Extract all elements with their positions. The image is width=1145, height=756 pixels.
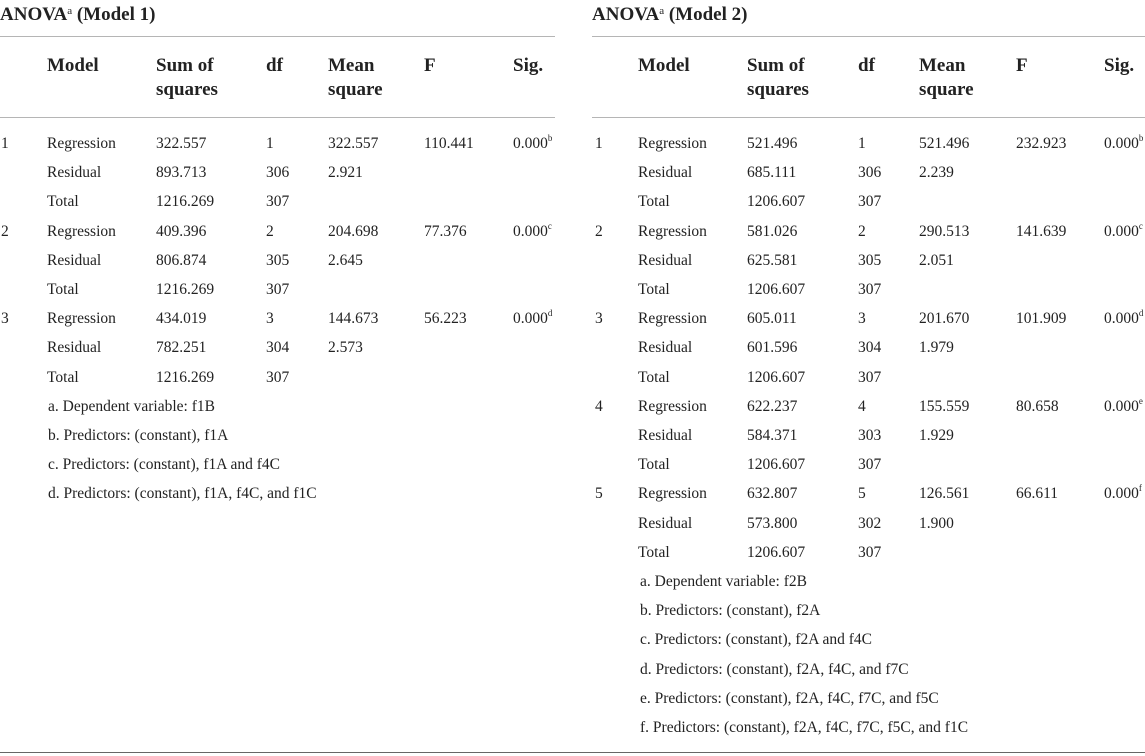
- header-sig: Sig.: [1104, 55, 1135, 76]
- df-cell: 307: [858, 368, 882, 386]
- mean-square-cell: 155.559: [919, 397, 970, 415]
- source-cell: Total: [638, 456, 670, 474]
- table-row: [592, 425, 1145, 454]
- sum-of-squares-cell: 322.557: [156, 135, 207, 152]
- sig-cell: 0.000e: [1104, 395, 1143, 415]
- source-cell: Total: [47, 193, 79, 211]
- source-cell: Regression: [638, 485, 707, 503]
- f-cell: 101.909: [1016, 310, 1067, 328]
- source-cell: Residual: [47, 339, 102, 357]
- table-row: [592, 250, 1145, 279]
- header-sig: Sig.: [513, 55, 544, 76]
- footnotes: [640, 571, 968, 746]
- df-cell: 304: [266, 339, 290, 357]
- sum-of-squares-cell: 622.237: [747, 397, 798, 415]
- mean-square-cell: 1.979: [919, 339, 954, 357]
- mean-square-cell: 1.929: [919, 427, 954, 444]
- df-cell: 4: [858, 397, 866, 415]
- df-cell: 307: [266, 281, 290, 298]
- top-rule: [592, 36, 1145, 37]
- footnote: f. Predictors: (constant), f2A, f4C, f7C, f5C, and f1C: [640, 718, 969, 736]
- df-cell: 305: [858, 251, 882, 269]
- mean-square-cell: 2.239: [919, 164, 954, 182]
- df-cell: 307: [858, 281, 882, 298]
- header-sum-of-squares: Sum of squares: [747, 55, 809, 100]
- sig-cell: 0.000$^c$: [1104, 220, 1143, 240]
- title-suffix: (Model 1): [72, 4, 156, 25]
- model-number-cell: 2: [595, 222, 603, 240]
- source-cell: Residual: [638, 339, 693, 357]
- footnote: c. Predictors: (constant), f1A and f4C: [48, 456, 281, 474]
- sum-of-squares-cell: 601.596: [747, 339, 798, 357]
- footnotes: [48, 396, 317, 513]
- f-cell: 66.611: [1016, 485, 1059, 503]
- footnote-marker: b: [1138, 133, 1144, 143]
- source-cell: Residual: [47, 251, 102, 269]
- df-cell: 1: [858, 135, 866, 152]
- table-title: [592, 0, 747, 26]
- source-cell: Residual: [638, 514, 693, 532]
- sum-of-squares-cell: 581.026: [747, 222, 798, 240]
- table-row: [0, 250, 555, 279]
- sum-of-squares-cell: 806.874: [156, 251, 207, 269]
- source-cell: Total: [638, 193, 670, 211]
- mean-square-cell: 2.645: [328, 251, 363, 269]
- header-rule: [0, 117, 555, 118]
- mean-square-cell: 2.921: [328, 164, 363, 182]
- df-cell: 306: [858, 164, 882, 182]
- f-cell: 77.376: [424, 222, 467, 240]
- df-cell: 3: [858, 310, 866, 328]
- header-f: F: [1016, 55, 1028, 76]
- table-row: [0, 133, 555, 162]
- source-cell: Total: [638, 543, 670, 561]
- header-rule: [592, 117, 1145, 118]
- df-cell: 307: [266, 193, 290, 211]
- table-row: [592, 279, 1145, 308]
- footnote: e. Predictors: (constant), f2A, f4C, f7C, and f5C: [640, 689, 939, 707]
- sig-cell: 0.000$^c$: [513, 220, 552, 240]
- table-title: [0, 0, 155, 26]
- source-cell: Residual: [638, 427, 693, 444]
- footnote-marker: f: [1138, 483, 1142, 494]
- df-cell: 302: [858, 514, 882, 532]
- header-f: F: [424, 55, 436, 76]
- table-row: [0, 191, 555, 220]
- df-cell: 307: [858, 193, 882, 211]
- header-mean-square: Mean square: [328, 55, 383, 100]
- sum-of-squares-cell: 1206.607: [747, 368, 806, 386]
- footnote-marker: b: [547, 133, 553, 143]
- source-cell: Total: [638, 368, 670, 386]
- df-cell: 307: [858, 456, 882, 474]
- mean-square-cell: 126.561: [919, 485, 970, 503]
- sum-of-squares-cell: 1206.607: [747, 456, 806, 474]
- footnote-marker: c: [547, 220, 552, 231]
- title-suffix: (Model 2): [664, 4, 748, 25]
- title-footnote-marker: a: [67, 5, 73, 17]
- header-model: Model: [638, 55, 690, 76]
- sum-of-squares-cell: 584.371: [747, 427, 798, 444]
- f-cell: 232.923: [1016, 135, 1067, 152]
- df-cell: 2: [858, 222, 866, 240]
- source-cell: Regression: [47, 310, 116, 328]
- sum-of-squares-cell: 409.396: [156, 222, 207, 240]
- table-row: [592, 483, 1145, 512]
- table-row: [592, 308, 1145, 337]
- footnote-marker: d: [1138, 308, 1144, 319]
- sum-of-squares-cell: 605.011: [747, 310, 797, 328]
- table-row: [0, 308, 555, 337]
- table-row: [0, 162, 555, 191]
- df-cell: 306: [266, 164, 290, 182]
- model-number-cell: 1: [595, 135, 603, 152]
- df-cell: 1: [266, 135, 274, 152]
- title-text: ANOVA: [592, 4, 660, 25]
- sum-of-squares-cell: 893.713: [156, 164, 207, 182]
- sum-of-squares-cell: 625.581: [747, 251, 798, 269]
- table-row: [592, 454, 1145, 483]
- mean-square-cell: 521.496: [919, 135, 970, 152]
- model-number-cell: 2: [1, 222, 9, 240]
- f-cell: 56.223: [424, 310, 467, 328]
- table-row: [592, 133, 1145, 162]
- mean-square-cell: 2.051: [919, 251, 954, 269]
- source-cell: Residual: [638, 164, 693, 182]
- mean-square-cell: 1.900: [919, 514, 954, 532]
- source-cell: Total: [47, 281, 79, 298]
- table-row: [592, 396, 1145, 425]
- table-row: [0, 279, 555, 308]
- table-row: [592, 162, 1145, 191]
- footnote: a. Dependent variable: f2B: [640, 573, 807, 590]
- footnote-marker: d: [547, 308, 553, 319]
- sig-cell: 0.000$^b$: [513, 133, 553, 152]
- sig-cell: 0.000$^f$: [1104, 483, 1142, 503]
- header-model: Model: [47, 55, 99, 76]
- model-number-cell: 4: [595, 397, 603, 415]
- table-row: [592, 221, 1145, 250]
- model-number-cell: 5: [595, 485, 603, 503]
- header-df: df: [266, 55, 283, 76]
- sum-of-squares-cell: 685.111: [747, 164, 797, 182]
- sig-cell: 0.000$^d$: [513, 308, 553, 328]
- table-row: [592, 191, 1145, 220]
- sum-of-squares-cell: 782.251: [156, 339, 207, 357]
- title-text: ANOVA: [0, 4, 68, 25]
- footnote: d. Predictors: (constant), f1A, f4C, and f1C: [48, 485, 317, 503]
- df-cell: 305: [266, 251, 290, 269]
- sum-of-squares-cell: 521.496: [747, 135, 798, 152]
- bottom-rule: [0, 752, 1145, 753]
- sum-of-squares-cell: 434.019: [156, 310, 207, 328]
- footnote: b. Predictors: (constant), f2A: [640, 602, 821, 620]
- source-cell: Total: [638, 281, 670, 298]
- table-row: [0, 337, 555, 366]
- table-row: [592, 513, 1145, 542]
- f-cell: 110.441: [424, 135, 474, 152]
- sum-of-squares-cell: 1216.269: [156, 368, 215, 386]
- df-cell: 5: [858, 485, 866, 503]
- sig-cell: 0.000$^d$: [1104, 308, 1144, 328]
- header-sum-of-squares: Sum of squares: [156, 55, 218, 100]
- sum-of-squares-cell: 1216.269: [156, 193, 215, 211]
- mean-square-cell: 144.673: [328, 310, 379, 328]
- mean-square-cell: 201.670: [919, 310, 970, 328]
- model-number-cell: 3: [595, 310, 603, 328]
- df-cell: 303: [858, 427, 882, 444]
- title-footnote-marker: a: [659, 5, 665, 17]
- sig-cell: 0.000$^b$: [1104, 133, 1144, 152]
- source-cell: Regression: [47, 222, 116, 240]
- footnote: b. Predictors: (constant), f1A: [48, 426, 229, 444]
- mean-square-cell: 322.557: [328, 135, 379, 152]
- sum-of-squares-cell: 1216.269: [156, 281, 215, 298]
- top-rule: [0, 36, 555, 37]
- header-df: df: [858, 55, 875, 76]
- df-cell: 2: [266, 222, 274, 240]
- table-row: [0, 367, 555, 396]
- f-cell: 80.658: [1016, 397, 1059, 415]
- model-number-cell: 1: [1, 135, 9, 152]
- table-row: [0, 221, 555, 250]
- footnote-marker: e: [1138, 395, 1143, 406]
- source-cell: Regression: [638, 397, 707, 415]
- footnote: a. Dependent variable: f1B: [48, 397, 215, 415]
- footnote: d. Predictors: (constant), f2A, f4C, and f7C: [640, 660, 909, 678]
- mean-square-cell: 2.573: [328, 339, 363, 357]
- df-cell: 304: [858, 339, 882, 357]
- table-row: [592, 542, 1145, 571]
- source-cell: Residual: [638, 251, 693, 269]
- source-cell: Regression: [638, 222, 707, 240]
- model-number-cell: 3: [1, 310, 9, 328]
- df-cell: 307: [858, 543, 882, 561]
- mean-square-cell: 204.698: [328, 222, 379, 240]
- source-cell: Residual: [47, 164, 102, 182]
- table-row: [592, 367, 1145, 396]
- sum-of-squares-cell: 1206.607: [747, 281, 806, 298]
- mean-square-cell: 290.513: [919, 222, 970, 240]
- table-row: [592, 337, 1145, 366]
- sum-of-squares-cell: 632.807: [747, 485, 798, 503]
- header-mean-square: Mean square: [919, 55, 974, 100]
- df-cell: 307: [266, 368, 290, 386]
- source-cell: Regression: [638, 310, 707, 328]
- footnote-marker: c: [1138, 220, 1143, 231]
- df-cell: 3: [266, 310, 274, 328]
- sum-of-squares-cell: 573.800: [747, 514, 798, 532]
- sum-of-squares-cell: 1206.607: [747, 543, 806, 561]
- source-cell: Total: [47, 368, 79, 386]
- source-cell: Regression: [638, 135, 707, 152]
- source-cell: Regression: [47, 135, 116, 152]
- footnote: c. Predictors: (constant), f2A and f4C: [640, 631, 873, 649]
- sum-of-squares-cell: 1206.607: [747, 193, 806, 211]
- f-cell: 141.639: [1016, 222, 1067, 240]
